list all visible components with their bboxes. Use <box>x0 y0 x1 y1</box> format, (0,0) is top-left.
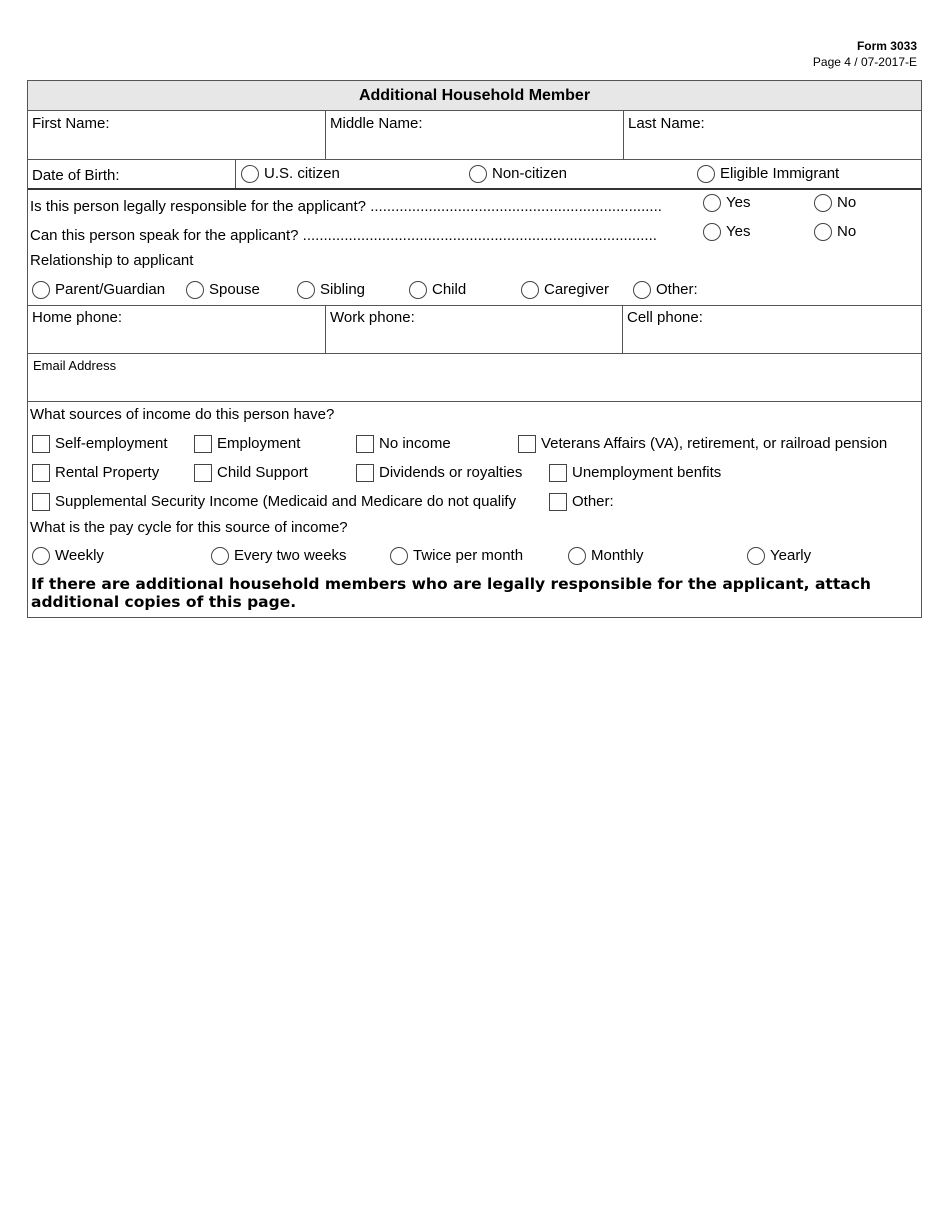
additional-members-note: If there are additional household members who are legally responsible for the applicant, attach additional copies of this page. <box>31 575 871 611</box>
option-label: Weekly <box>55 547 104 564</box>
work-phone-label: Work phone: <box>330 309 415 326</box>
option-label: Sibling <box>320 281 366 298</box>
radio-button[interactable] <box>697 165 715 183</box>
radio-button[interactable] <box>390 547 408 565</box>
option-label: Yearly <box>770 547 812 564</box>
speak-yes-option[interactable] <box>703 223 750 241</box>
work-phone-field[interactable] <box>326 327 622 353</box>
option-label: Spouse <box>209 281 260 298</box>
relationship-parent-option[interactable] <box>32 281 165 299</box>
page-info: Page 4 / 07-2017-E <box>812 55 917 69</box>
income-unemployment-checkbox[interactable] <box>549 464 721 482</box>
option-label: Veterans Affairs (VA), retirement, or railroad pension <box>541 435 888 452</box>
income-va-checkbox[interactable] <box>518 435 887 453</box>
option-label: Supplemental Security Income (Medicaid and Medicare do not qualify <box>55 493 517 510</box>
email-field[interactable] <box>28 375 921 401</box>
checkbox[interactable] <box>194 464 212 482</box>
income-other-checkbox[interactable] <box>549 493 614 511</box>
page-header <box>813 38 917 70</box>
income-child-support-checkbox[interactable] <box>194 464 308 482</box>
income-dividends-checkbox[interactable] <box>356 464 522 482</box>
relationship-caregiver-option[interactable] <box>521 281 609 299</box>
option-label: Parent/Guardian <box>55 281 166 298</box>
email-label: Email Address <box>33 358 117 373</box>
middle-name-field[interactable] <box>326 111 623 159</box>
first-name-label: First Name: <box>32 115 110 132</box>
relationship-sibling-option[interactable] <box>297 281 365 299</box>
pay-weekly-option[interactable] <box>32 547 104 565</box>
dob-label: Date of Birth: <box>32 167 120 184</box>
income-ssi-checkbox[interactable] <box>32 493 516 511</box>
legal-no-option[interactable] <box>814 194 856 212</box>
section-title: Additional Household Member <box>28 81 921 111</box>
home-phone-label: Home phone: <box>32 309 123 326</box>
checkbox[interactable] <box>32 464 50 482</box>
pay-yearly-option[interactable] <box>747 547 811 565</box>
option-label: Eligible Immigrant <box>720 165 840 182</box>
relationship-child-option[interactable] <box>409 281 466 299</box>
option-label: Yes <box>726 194 751 211</box>
option-label: Unemployment benfits <box>572 464 722 481</box>
option-label: U.S. citizen <box>264 165 340 182</box>
radio-button[interactable] <box>703 223 721 241</box>
radio-button[interactable] <box>241 165 259 183</box>
radio-button[interactable] <box>633 281 651 299</box>
checkbox[interactable] <box>549 493 567 511</box>
pay-cycle-question: What is the pay cycle for this source of income? <box>30 519 348 536</box>
option-label: Other: <box>656 281 698 298</box>
checkbox[interactable] <box>356 464 374 482</box>
radio-button[interactable] <box>568 547 586 565</box>
option-label: Caregiver <box>544 281 610 298</box>
option-label: Non-citizen <box>492 165 568 182</box>
option-label: Dividends or royalties <box>379 464 523 481</box>
radio-button[interactable] <box>32 547 50 565</box>
option-label: Child <box>432 281 467 298</box>
checkbox[interactable] <box>518 435 536 453</box>
checkbox[interactable] <box>32 435 50 453</box>
checkbox[interactable] <box>32 493 50 511</box>
option-label: Yes <box>726 223 751 240</box>
eligible-immigrant-option[interactable] <box>697 165 839 183</box>
last-name-field[interactable] <box>624 111 921 159</box>
radio-button[interactable] <box>409 281 427 299</box>
radio-button[interactable] <box>186 281 204 299</box>
option-label: Child Support <box>217 464 308 481</box>
first-name-field[interactable] <box>28 111 325 159</box>
option-label: Rental Property <box>55 464 160 481</box>
radio-button[interactable] <box>469 165 487 183</box>
income-employment-checkbox[interactable] <box>194 435 300 453</box>
income-self-employment-checkbox[interactable] <box>32 435 168 453</box>
dob-field[interactable] <box>128 161 233 186</box>
citizen-option[interactable] <box>241 165 340 183</box>
option-label: Twice per month <box>413 547 524 564</box>
radio-button[interactable] <box>32 281 50 299</box>
option-label: Other: <box>572 493 614 510</box>
speak-no-option[interactable] <box>814 223 856 241</box>
checkbox[interactable] <box>356 435 374 453</box>
option-label: Self-employment <box>55 435 168 452</box>
option-label: Monthly <box>591 547 644 564</box>
legal-yes-option[interactable] <box>703 194 750 212</box>
household-member-form <box>27 80 922 618</box>
option-label: No <box>837 194 857 211</box>
radio-button[interactable] <box>747 547 765 565</box>
option-label: Every two weeks <box>234 547 347 564</box>
radio-button[interactable] <box>703 194 721 212</box>
radio-button[interactable] <box>211 547 229 565</box>
income-none-checkbox[interactable] <box>356 435 451 453</box>
last-name-label: Last Name: <box>628 115 705 132</box>
relationship-label: Relationship to applicant <box>30 252 194 269</box>
checkbox[interactable] <box>549 464 567 482</box>
income-rental-checkbox[interactable] <box>32 464 159 482</box>
home-phone-field[interactable] <box>28 327 325 353</box>
non-citizen-option[interactable] <box>469 165 567 183</box>
cell-phone-field[interactable] <box>623 327 921 353</box>
radio-button[interactable] <box>521 281 539 299</box>
option-label: No <box>837 223 857 240</box>
cell-phone-label: Cell phone: <box>627 309 703 326</box>
pay-semimonthly-option[interactable] <box>390 547 523 565</box>
checkbox[interactable] <box>194 435 212 453</box>
option-label: No income <box>379 435 451 452</box>
form-number: Form 3033 <box>856 39 917 53</box>
radio-button[interactable] <box>814 223 832 241</box>
option-label: Employment <box>217 435 301 452</box>
radio-button[interactable] <box>814 194 832 212</box>
income-question: What sources of income do this person have? <box>30 406 335 423</box>
relationship-spouse-option[interactable] <box>186 281 260 299</box>
pay-monthly-option[interactable] <box>568 547 644 565</box>
pay-biweekly-option[interactable] <box>211 547 347 565</box>
middle-name-label: Middle Name: <box>330 115 423 132</box>
radio-button[interactable] <box>297 281 315 299</box>
legal-question: Is this person legally responsible for the applicant? ...................................................................... <box>30 198 662 215</box>
speak-question: Can this person speak for the applicant? ..................................................................................... <box>30 227 657 244</box>
relationship-other-option[interactable] <box>633 281 698 299</box>
